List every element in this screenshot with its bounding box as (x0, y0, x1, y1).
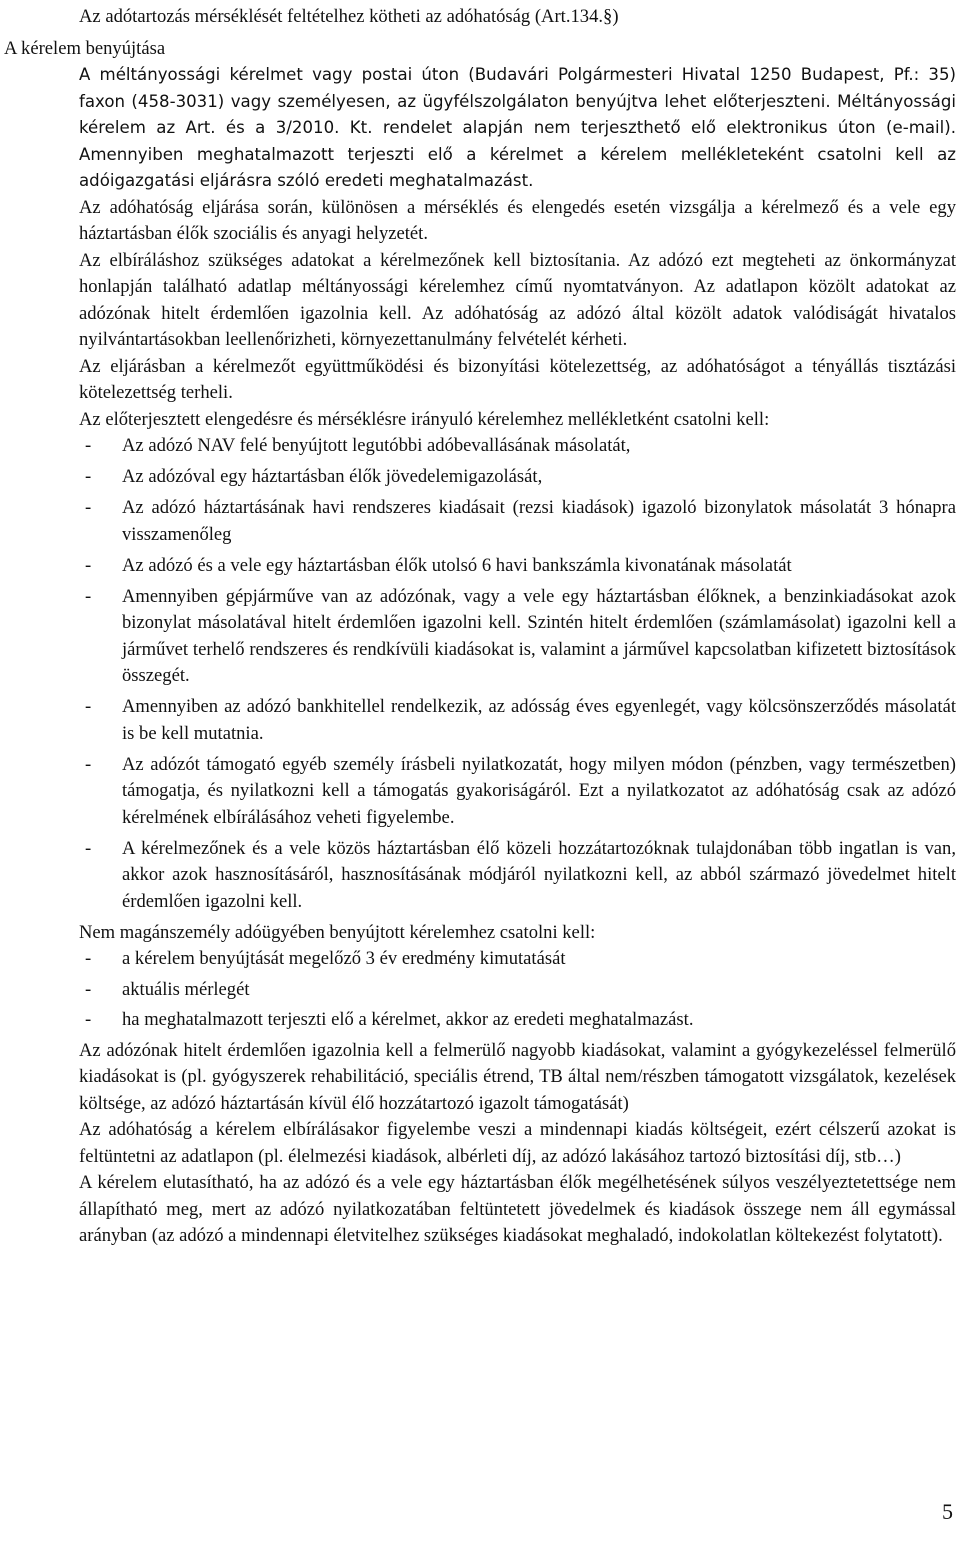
page-number: 5 (942, 1498, 953, 1524)
attachments-list (79, 433, 956, 915)
list-item: - ha meghatalmazott terjeszti elő a kérelmet, akkor az eredeti meghatalmazást. (79, 1007, 956, 1034)
submission-text-a: A méltányossági kérelmet vagy postai úton (Budavári Polgármesteri Hivatal 1250 Budapest, Pf.: 35) faxon (458-3031) vagy személyesen, az ügyfélszolgálaton benyújtva lehet előterjeszteni. Méltányossági kérelem az Art. és a 3/2010. Kt. rendelet alapján nem terjeszthető elő elektronikus úton (e-mail). (79, 65, 956, 137)
nonpersonal-list (79, 946, 956, 1034)
submission-text-b: Amennyiben meghatalmazott terjeszti elő a kérelmet a kérelem mellékleteként csatolni kell az adóigazgatási eljárásra szóló eredeti meghatalmazást. (79, 144, 956, 190)
list-item: - a kérelem benyújtását megelőző 3 év eredmény kimutatását (79, 946, 956, 973)
list-item: - Amennyiben az adózó bankhitellel rendelkezik, az adósság éves egyenlegét, vagy kölcsönszerződés másolatát is be kell mutatnia. (79, 694, 956, 747)
list-item: - Amennyiben gépjárműve van az adózónak, vagy a vele egy háztartásban élőknek, a benzinkiadásokat azok bizonylat másolatával hitelt érdemlően igazolni kell. Szintén hitelt érdemlően (számlamásolat) igazolni kell a járművet terhelő rendszeres és rendkívüli kiadásokat is, valamint a járművel kapcsolatban kifizetett biztosítások összegét. (79, 584, 956, 690)
paragraph-expenses: Az adózónak hitelt érdemlően igazolnia kell a felmerülő nagyobb kiadásokat, valamint a gyógykezeléssel felmerülő kiadásokat is (pl. gyógyszerek rehabilitáció, speciális étrend, TB által nem/részben támogatott vizsgálatok, kezelések költsége, az adózó háztartásán kívül élő hozzátartozó igazolt támogatását) (79, 1039, 956, 1114)
list-item: - Az adózó NAV felé benyújtott legutóbbi adóbevallásának másolatát, (79, 433, 956, 460)
list-item: - Az adózó háztartásának havi rendszeres kiadásait (rezsi kiadások) igazoló bizonylatok másolatát 3 hónapra visszamenőleg (79, 495, 956, 548)
submission-paragraph (79, 62, 956, 195)
nonpersonal-heading: Nem magánszemély adóügyében benyújtott kérelemhez csatolni kell: (79, 921, 596, 943)
list-item: - Az adózó és a vele egy háztartásban élők utolsó 6 havi bankszámla kivonatának másolatát (79, 553, 956, 580)
list-item: - aktuális mérlegét (79, 977, 956, 1004)
paragraph-attachments-intro: Az előterjesztett elengedésre és mérséklésre irányuló kérelemhez mellékletként csatolni kell: (79, 408, 770, 430)
intro-line: Az adótartozás mérséklését feltételhez kötheti az adóhatóság (Art.134.§) (79, 6, 619, 27)
paragraph-rejection: A kérelem elutasítható, ha az adózó és a vele egy háztartásban élők megélhetésének súlyos veszélyeztetettsége nem állapítható meg, mert az adózó nyilatkozatában feltüntetett jövedelmek és kiadások összege nem áll egymással arányban (az adózó a mindennapi életvitelhez szükséges kiadásokat meghaladó, indokolatlan költekezést folytatott). (79, 1172, 956, 1246)
paragraph-investigation: Az adóhatóság eljárása során, különösen a mérséklés és elengedés esetén vizsgálja a kérelmező és a vele egy háztartásban élők szociális és anyagi helyzetét. (79, 196, 956, 244)
section-heading-submission: A kérelem benyújtása (4, 37, 166, 59)
document-page (4, 0, 956, 1250)
list-item: - Az adózóval egy háztartásban élők jövedelemigazolását, (79, 464, 956, 491)
list-item: - Az adózót támogató egyéb személy írásbeli nyilatkozatát, hogy milyen módon (pénzben, vagy természetben) támogatja, és nyilatkozni kell a támogatás gyakoriságáról. Ezt a nyilatkozatot az adóhatóság csak az adózó kérelmének elbírálásához veheti figyelembe. (79, 752, 956, 832)
list-item: - A kérelmezőnek és a vele közös háztartásban élő közeli hozzátartozóknak tulajdonában több ingatlan is van, akkor azok hasznosításáról, hasznosításának módjáról nyilatkozni kell, az abból származó jövedelmet hitelt érdemlően igazolni kell. (79, 836, 956, 916)
paragraph-data-supply: Az elbíráláshoz szükséges adatokat a kérelmezőnek kell biztosítania. Az adózó ezt megteheti az önkormányzat honlapján található adatlap méltányossági kérelemhez című nyomtatványon. Az adatlapon közölt adatokat az adózónak hitelt érdemlően igazolnia kell. Az adóhatóság az adózó által közölt adatok valódiságát hivatalos nyilvántartásokban leellenőrizheti, környezettanulmány felvételét kérheti. (79, 249, 956, 350)
paragraph-daily-costs: Az adóhatóság a kérelem elbírálásakor figyelembe veszi a mindennapi kiadás költségeit, ezért célszerű azokat is feltüntetni az adatlapon (pl. élelmezési kiadások, albérleti díj, az adózó lakásához tartozó biztosítási díj, stb…) (79, 1119, 956, 1167)
paragraph-obligations: Az eljárásban a kérelmezőt együttműködési és bizonyítási kötelezettség, az adóhatóságot a tényállás tisztázási kötelezettség terheli. (79, 355, 956, 403)
